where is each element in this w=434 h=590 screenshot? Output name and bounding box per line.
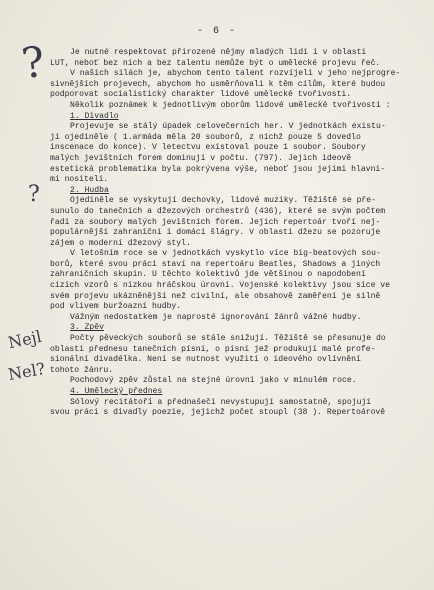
text-line: estetická problematika byla pokrývena výše, neboť jsou jejími hlavní-: [50, 164, 386, 174]
text-line: mi nositeli.: [50, 175, 109, 185]
text-line: Projevuje se stálý úpadek celovečerních her. V jednotkách existu-: [70, 122, 386, 132]
text-line: cizích vzorů s nízkou hráčskou úrovní. Vojenské kolektivy jsou sice ve: [50, 281, 390, 291]
text-line: sunulo do tanečních a džezových orchestrů (436), které se svým počtem: [50, 206, 386, 216]
text-line: Počty pěveckých souborů se stále snižují. Těžiště se přesunuje do: [70, 334, 386, 344]
text-line: Sólový recitátoři a přednašeči nevystupují samostatně, spojují: [70, 397, 372, 407]
text-line: malých jevištních forem dominují v počtu. (797). Jejich ideově: [50, 153, 352, 163]
text-line: tohoto žánru.: [50, 365, 114, 375]
text-line: LUT, neboť bez nich a bez talentu nemůže být o umělecké projevu řeč.: [50, 58, 381, 68]
text-line: Ojediněle se vyskytují dechovky, lidové muziky. Těžiště se pře-: [70, 196, 376, 206]
text-line: Pochodový zpěv zůstal na stejné úrovni jako v minulém roce.: [70, 376, 357, 386]
text-line: sionální divadélka. Není se nutnost využití o ideového ovlivnění: [50, 355, 361, 365]
text-line: 2. Hudba: [70, 185, 109, 195]
text-line: populárnější zahraniční i domácí šlágry. V oblasti džezu se pozoruje: [50, 228, 381, 238]
text-line: zahraničních skupin. U těchto kolektivů jde většinou o napodobení: [50, 270, 366, 280]
text-line: V letošním roce se v jednotkách vyskytlo více big-beatových sou-: [70, 249, 381, 259]
text-line: 3. Zpěv: [70, 323, 104, 333]
text-line: sivnějších projevech, abychom ho usměrňovali k těm cílům, které budou: [50, 79, 386, 89]
text-line: oblasti přednesu tanečních písní, o písní jež produkují malé profe-: [50, 344, 376, 354]
text-line: podporovat socialistický charakter lidové umělecké tvořivosti.: [50, 90, 352, 100]
text-line: svém projevu ukázněnější než civilní, ale obsahově zaměření je silně: [50, 291, 381, 301]
text-line: Vážným nedostatkem je naprosté ignorování žánrů vážné hudby.: [70, 312, 362, 322]
text-line: 4. Umělecký přednes: [70, 387, 163, 396]
typed-text-body: [50, 48, 420, 419]
text-line: Několik poznámek k jednotlivým oborům lidové umělecké tvořivosti :: [70, 100, 391, 110]
text-line: zájem o moderní džezový styl.: [50, 238, 191, 248]
text-line: V našich silách je, abychom tento talent rozvíjeli v jeho nejprogre-: [70, 69, 401, 79]
text-line: jí ojediněle ( 1.armáda měla 20 souborů, z nichž pouze 5 dovedlo: [50, 132, 361, 142]
text-line: borů, které svou práci staví na repertoáru Beatles, Shadows a jiných: [50, 259, 381, 269]
margin-handwritten-note: Nejl: [6, 326, 44, 353]
margin-question-mark: ?: [18, 36, 48, 89]
page-number: - 6 -: [196, 26, 237, 37]
text-line: inscenace do konce). V letectvu existoval pouze 1 soubor. Soubory: [50, 143, 366, 153]
text-line: řadí za soubory malých jevištních forem. Jejich repertoár tvoří nej-: [50, 217, 381, 227]
text-line: pod vlivem buržoazní hudby.: [50, 302, 182, 312]
text-line: Je nutné respektovat přirozené nějmy mladých lidí i v oblasti: [70, 48, 367, 57]
text-line: 1. Divadlo: [70, 111, 119, 121]
text-line: svou práci s divadly poezie, jejichž počet stoupl (38 ). Repertoárově: [50, 408, 386, 418]
margin-handwritten-note-2: Nel?: [6, 358, 47, 385]
margin-question-mark-small: ?: [28, 182, 40, 207]
